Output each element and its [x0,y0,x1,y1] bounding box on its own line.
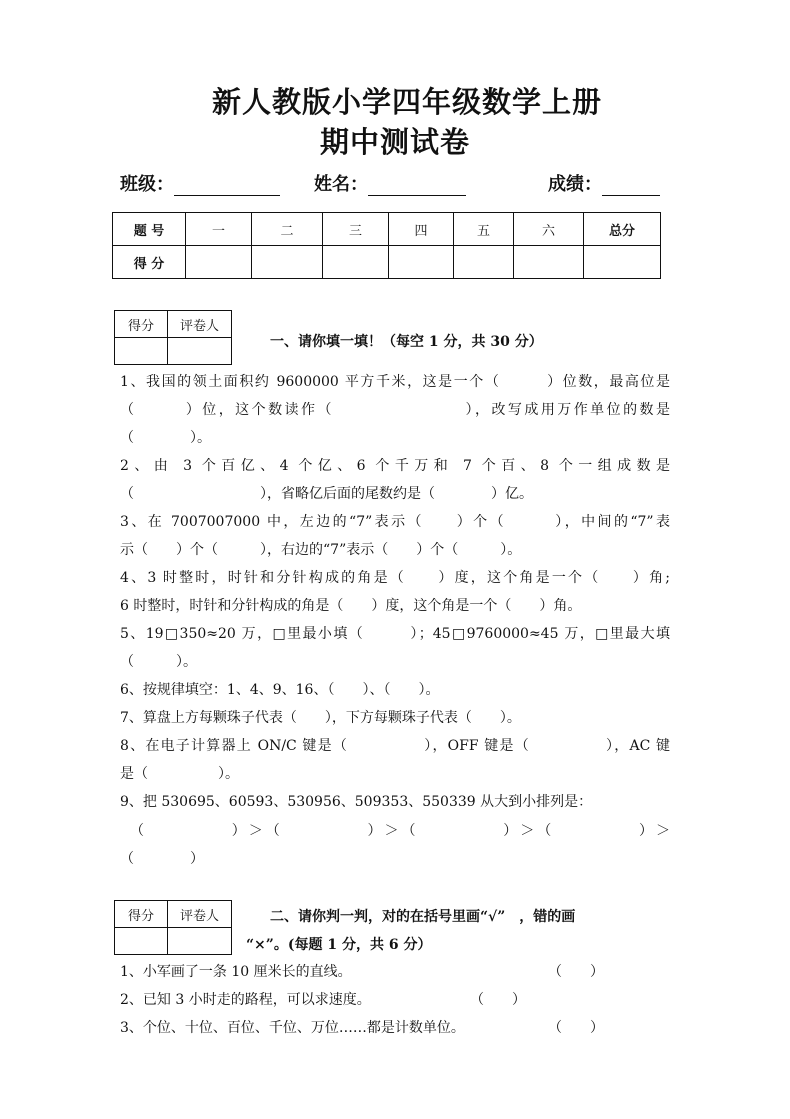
score-table-score-row [113,246,661,279]
grader-score-label: 得分 [115,901,168,928]
question-line: 1、我国的领土面积约 9600000 平方千米，这是一个（ ）位数，最高位是 [120,374,670,390]
judge-question: 3、个位、十位、百位、千位、万位……都是计数单位。 [120,1020,465,1036]
score-cell[interactable] [186,246,252,279]
grader-label: 评卷人 [168,311,232,338]
score-cell[interactable] [584,246,661,279]
class-label: 班级： [120,174,174,195]
judge-bracket[interactable]: （ ） [548,964,604,980]
exam-title: 新人教版小学四年级数学上册 [211,85,602,119]
question-line: 8、在电子计算器上 ON/C 键是（ ），OFF 键是（ ），AC 键 [120,738,670,754]
score-cell[interactable] [454,246,514,279]
question-line: 9、把 530695、60593、530956、509353、550339 从大到小排列是： [120,794,593,810]
question-line: （ ）。 [120,430,211,446]
judge-bracket[interactable]: （ ） [548,1020,604,1036]
class-blank[interactable] [174,177,280,196]
header-cell: 三 [323,213,389,246]
header-cell: 六 [514,213,584,246]
exam-subtitle: 期中测试卷 [319,125,470,159]
header-cell: 四 [389,213,454,246]
question-line: 3、在 7007007000 中，左边的“7”表示（ ）个（ ），中间的“7”表 [120,514,670,530]
score-label: 成绩： [548,174,602,195]
question-line: 2、由 3 个百亿、4 个亿、6 个千万和 7 个百、8 个一组成数是 [120,458,670,474]
grader-score-cell[interactable] [115,338,168,365]
score-table [112,212,661,279]
question-line: （ ）。 [120,654,197,670]
question-line: 6、按规律填空：1、4、9、16、（ ）、（ ）。 [120,682,440,698]
score-cell[interactable] [514,246,584,279]
question-line: （ ） [120,851,204,867]
grader-score-label: 得分 [115,311,168,338]
grader-name-cell[interactable] [168,338,232,365]
header-cell: 一 [186,213,252,246]
grader-box-2 [114,900,232,955]
name-field [314,170,466,196]
grader-label: 评卷人 [168,901,232,928]
class-field [120,170,280,196]
score-field [548,170,660,196]
score-blank[interactable] [602,177,660,196]
grader-name-cell[interactable] [168,928,232,955]
question-line: （ ），省略亿后面的尾数约是（ ）亿。 [120,486,533,502]
section1-title: 一、请你填一填！（每空 1 分，共 30 分） [270,334,543,350]
question-line: （ ）＞（ ）＞（ ）＞（ ）＞ [130,823,670,839]
grader-box-1 [114,310,232,365]
score-cell[interactable] [252,246,323,279]
section2-title-cont: “×”。(每题 1 分，共 6 分） [246,937,432,953]
question-line: （ ）位，这个数读作（ ），改写成用万作单位的数是 [120,402,670,418]
question-line: 6 时整时，时针和分针构成的角是（ ）度，这个角是一个（ ）角。 [120,598,582,614]
score-cell[interactable] [389,246,454,279]
header-cell: 题 号 [113,213,186,246]
row-label-cell: 得 分 [113,246,186,279]
question-line: 示（ ）个（ ），右边的“7”表示（ ）个（ ）。 [120,542,522,558]
question-line: 4、3 时整时，时针和分针构成的角是（ ）度，这个角是一个（ ）角; [120,570,670,586]
name-label: 姓名： [314,174,368,195]
score-cell[interactable] [323,246,389,279]
header-cell: 五 [454,213,514,246]
question-line: 7、算盘上方每颗珠子代表（ ），下方每颗珠子代表（ ）。 [120,710,521,726]
question-line: 5、19□350≈20 万，□里最小填（ ）；45□9760000≈45 万，□里最大填 [120,626,670,642]
judge-question: 2、已知 3 小时走的路程，可以求速度。 [120,992,371,1008]
judge-bracket[interactable]: （ ） [470,992,526,1008]
section2-title: 二、请你判一判，对的在括号里画“√” ，错的画 [270,909,576,925]
header-cell: 总分 [584,213,661,246]
question-line: 是（ ）。 [120,766,239,782]
name-blank[interactable] [368,177,466,196]
header-cell: 二 [252,213,323,246]
grader-score-cell[interactable] [115,928,168,955]
score-table-header-row [113,213,661,246]
judge-question: 1、小军画了一条 10 厘米长的直线。 [120,964,352,980]
